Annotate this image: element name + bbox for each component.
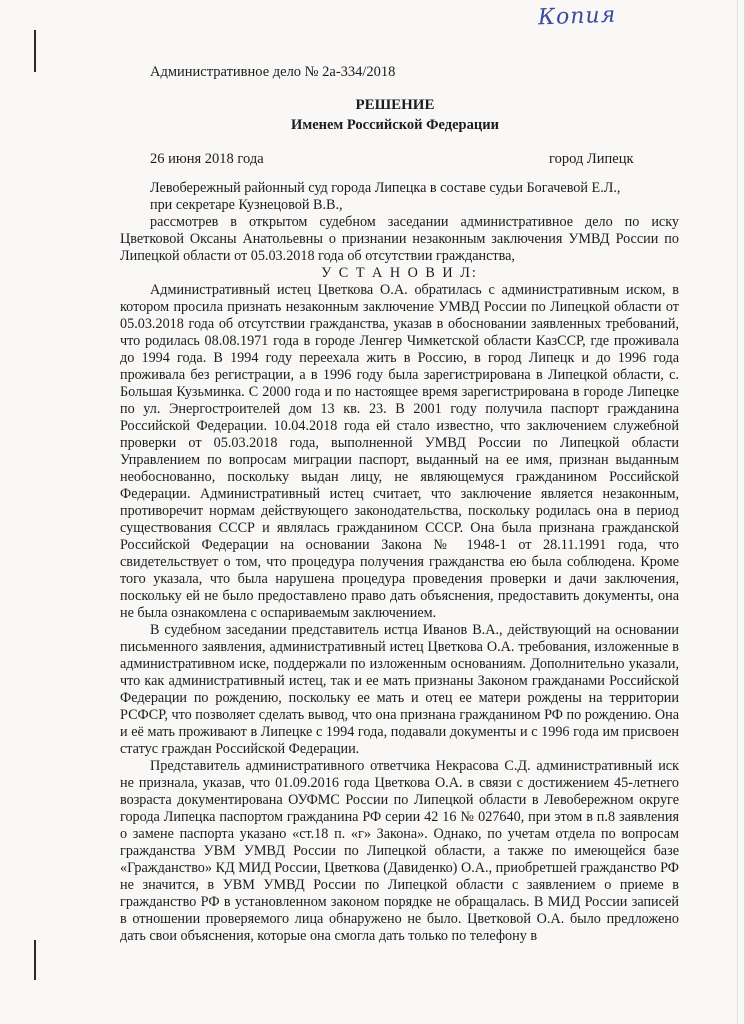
document-title: РЕШЕНИЕ bbox=[355, 97, 435, 113]
paragraph-hearing: В судебном заседании представитель истца Иванов В.А., действующий на основании письменного заявления, административный истец Цветкова О.А. требования, изложенные в административном иске, поддержали по изложенным основаниям. Дополнительно указали, что как административный истец, так и ее мать признаны Законом гражданами Российской Федерации по рождению, поскольку ее мать и отец ее матери рождены на территории РСФСР, что позволяет сделать вывод, что она признана гражданином РФ по рождению. Она и её мать проживают в Липецке с 1994 года, подавали документы и с 1996 года им присвоен статус граждан Российской Федерации. bbox=[120, 622, 679, 757]
document-subtitle: Именем Российской Федерации bbox=[291, 117, 499, 133]
document-city: город Липецк bbox=[549, 151, 634, 167]
document-date: 26 июня 2018 года bbox=[150, 151, 264, 167]
paragraph-claim: Административный истец Цветкова О.А. обратилась с административным иском, в котором просила признать незаконным заключение УМВД России по Липецкой области от 05.03.2018 года об отсутствии гражданства, указав в обосновании заявленных требований, что родилась 08.08.1971 года в городе Ленгер Чимкетской области КазССР, где проживала до 1994 года. В 1994 году переехала жить в Россию, в город Липецк и до 1996 года проживала без регистрации, а в 1996 году была зарегистрирована в Липецкой области, с. Большая Кузьминка. С 2000 года и по настоящее время зарегистрирована в городе Липецке по ул. Энергостроителей дом 13 кв. 23. В 2001 году получила паспорт гражданина Российской Федерации. 10.04.2018 года ей стало известно, что заключением служебной проверки от 05.03.2018 года, выполненной УМВД России по Липецкой области Управлением по вопросам миграции паспорт, выданный на ее имя, признан выданным необоснованно, поскольку выдан лицу, не являющемуся гражданином Российской Федерации. Административный истец считает, что заключение является незаконным, противоречит нормам действующего законодательства, поскольку родилась она в период существования СССР и являлась гражданином СССР. Она была признана гражданской Российской Федерации на основании Закона № 1948-1 от 28.11.1991 года, что свидетельствует о том, что процедура получения гражданства ею была соблюдена. Кроме того указала, что была нарушена процедура проведения проверки и дачи заключения, поскольку ей не было предоставлено право дать объяснения, предоставить документы, она не была ознакомлена с оспариваемым заключением. bbox=[120, 282, 679, 621]
case-number: Административное дело № 2а-334/2018 bbox=[150, 64, 396, 80]
paragraph-defendant: Представитель административного ответчика Некрасова С.Д. административный иск не признала, указав, что 01.09.2016 года Цветкова О.А. в связи с достижением 45-летнего возраста документирована ОУФМС России по Липецкой области в Левобережном округе города Липецка паспортом гражданина РФ серии 42 16 № 027640, при этом в п.8 заявления о замене паспорта указано «ст.18 п. «г» Закона». Однако, по учетам отдела по вопросам гражданства УВМ УМВД России по Липецкой области, а также по имеющейся базе «Гражданство» КД МИД России, Цветкова (Давиденко) О.А., приобретшей гражданство РФ не значится, в УВМ УМВД России по Липецкой области с заявлением о приеме в гражданство РФ в установленном законом порядке не обращалась. В МИД России записей в отношении проверяемого лица обнаружено не было. Цветковой О.А. было предложено дать свои объяснения, которые она смогла дать только по телефону в bbox=[120, 758, 679, 944]
margin-mark-bottom bbox=[34, 940, 36, 980]
document-body bbox=[120, 180, 679, 945]
margin-mark-top bbox=[34, 30, 36, 72]
handwritten-note: Копия bbox=[537, 2, 617, 31]
paragraph-court: Левобережный районный суд города Липецка в составе судьи Богачевой Е.Л., bbox=[150, 180, 621, 196]
paragraph-secretary: при секретаре Кузнецовой В.В., bbox=[150, 197, 343, 213]
paragraph-considering: рассмотрев в открытом судебном заседании административное дело по иску Цветковой Оксаны Анатольевны о признании незаконным заключения УМВД России по Липецкой области от 05.03.2018 года об отсутствии гражданства, bbox=[120, 214, 679, 264]
section-heading-established: У С Т А Н О В И Л: bbox=[321, 265, 478, 281]
